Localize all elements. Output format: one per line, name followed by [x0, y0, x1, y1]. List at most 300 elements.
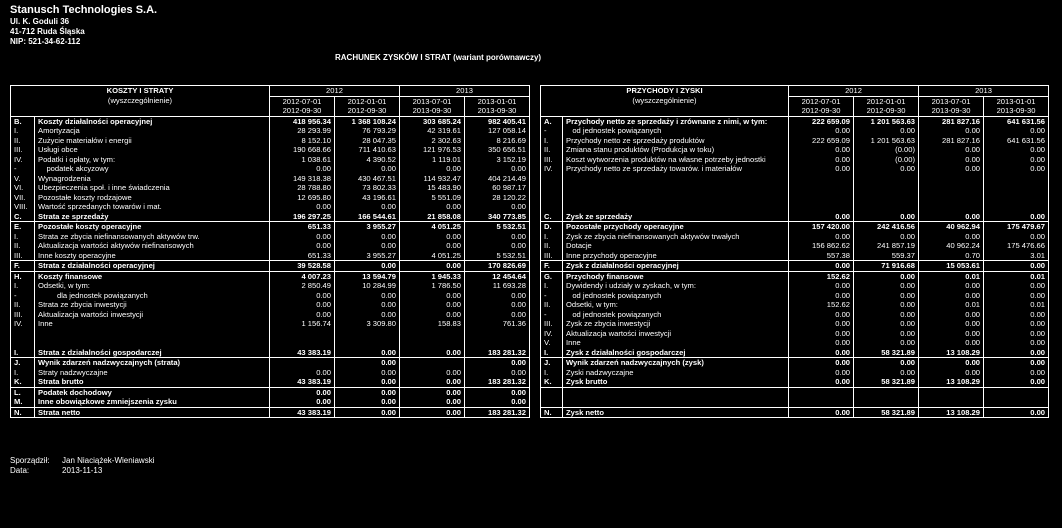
row-label — [563, 397, 789, 407]
row-value: 0.00 — [984, 310, 1049, 320]
row-value: 0.00 — [335, 377, 400, 387]
row-value: 0.01 — [984, 300, 1049, 310]
row-value: 0.00 — [270, 291, 335, 301]
table-row — [541, 281, 1049, 291]
row-value: 0.01 — [919, 271, 984, 281]
row-value: 190 668.66 — [270, 145, 335, 155]
row-value: 241 857.19 — [854, 241, 919, 251]
table-row — [541, 251, 1049, 261]
row-label: Strata ze zbycia niefinansowanych aktywów trw. — [35, 232, 270, 242]
row-value: (0.00) — [854, 145, 919, 155]
row-value: 4 051.25 — [400, 251, 465, 261]
row-value: 0.00 — [270, 202, 335, 212]
header-spacer — [11, 106, 270, 116]
period-end: 2013-09-30 — [919, 106, 984, 116]
row-label: Strata z działalności operacyjnej — [35, 261, 270, 272]
row-value: 0.00 — [919, 368, 984, 378]
table-row — [541, 377, 1049, 387]
row-label: Podatki i opłaty, w tym: — [35, 155, 270, 165]
company-nip: NIP: 521-34-62-112 — [10, 37, 81, 46]
row-value: 0.00 — [984, 377, 1049, 387]
row-label: Wartość sprzedanych towarów i mat. — [35, 202, 270, 212]
row-code: I. — [11, 348, 35, 358]
table-row — [11, 155, 530, 165]
table-row — [11, 145, 530, 155]
row-label: Wynik zdarzeń nadzwyczajnych (zysk) — [563, 358, 789, 368]
table-row — [541, 212, 1049, 222]
row-value: 0.00 — [400, 232, 465, 242]
row-value: 0.00 — [335, 300, 400, 310]
period-start: 2013-07-01 — [400, 96, 465, 106]
row-value: 303 685.24 — [400, 116, 465, 126]
row-label: Odsetki, w tym: — [563, 300, 789, 310]
row-value: 0.00 — [270, 397, 335, 407]
row-value: 0.00 — [854, 126, 919, 136]
period-end: 2012-09-30 — [854, 106, 919, 116]
row-value: 0.00 — [984, 212, 1049, 222]
row-label: Zużycie materiałów i energii — [35, 136, 270, 146]
row-label: od jednostek powiązanych — [563, 310, 789, 320]
row-value — [270, 338, 335, 348]
row-value: 3 955.27 — [335, 251, 400, 261]
row-label: Straty nadzwyczajne — [35, 368, 270, 378]
row-code: II. — [541, 145, 563, 155]
row-value: 5 532.51 — [465, 251, 530, 261]
row-value: 183 281.32 — [465, 407, 530, 418]
table-row — [541, 116, 1049, 126]
table-row — [11, 310, 530, 320]
row-value: 0.00 — [919, 126, 984, 136]
row-value: 0.00 — [919, 164, 984, 174]
table-row — [541, 174, 1049, 184]
row-code: I. — [11, 368, 35, 378]
row-code: B. — [11, 116, 35, 126]
row-value — [335, 338, 400, 348]
row-value — [270, 329, 335, 339]
table-row — [11, 136, 530, 146]
row-label: Strata brutto — [35, 377, 270, 387]
row-value — [465, 329, 530, 339]
section-subheader: (wyszczególnienie) — [11, 96, 270, 106]
row-value: 0.00 — [919, 155, 984, 165]
row-code: II. — [541, 241, 563, 251]
row-value — [854, 193, 919, 203]
year-header: 2012 — [270, 86, 400, 97]
row-value: 711 410.63 — [335, 145, 400, 155]
header-row — [541, 86, 1049, 97]
row-value: 1 038.61 — [270, 155, 335, 165]
date-value: 2013-11-13 — [62, 466, 103, 475]
table-row — [11, 407, 530, 418]
row-label: Zysk z działalności gospodarczej — [563, 348, 789, 358]
row-value: 196 297.25 — [270, 212, 335, 222]
table-row — [541, 387, 1049, 397]
row-value: 0.00 — [400, 397, 465, 407]
row-value: 0.00 — [400, 387, 465, 397]
row-code: L. — [11, 387, 35, 397]
row-label: Inne koszty operacyjne — [35, 251, 270, 261]
row-code: III. — [11, 310, 35, 320]
row-label — [563, 193, 789, 203]
table-row — [541, 300, 1049, 310]
row-code — [11, 338, 35, 348]
row-value: 0.00 — [854, 300, 919, 310]
row-value: 651.33 — [270, 222, 335, 232]
row-code: I. — [541, 368, 563, 378]
row-value: 0.00 — [335, 348, 400, 358]
row-label: Amortyzacja — [35, 126, 270, 136]
row-value: 0.00 — [465, 241, 530, 251]
row-code — [541, 193, 563, 203]
row-value: 222 659.09 — [789, 136, 854, 146]
table-row — [11, 329, 530, 339]
row-value: 0.00 — [919, 145, 984, 155]
row-value: 10 284.99 — [335, 281, 400, 291]
row-value — [400, 329, 465, 339]
row-value: 1 945.33 — [400, 271, 465, 281]
period-start: 2012-01-01 — [335, 96, 400, 106]
row-value: 1 119.01 — [400, 155, 465, 165]
row-value: 0.00 — [854, 212, 919, 222]
row-label: Inne — [563, 338, 789, 348]
row-value: 2 850.49 — [270, 281, 335, 291]
row-value: 0.00 — [335, 164, 400, 174]
header-row — [541, 96, 1049, 106]
row-value — [400, 358, 465, 368]
row-label: Koszty finansowe — [35, 271, 270, 281]
row-code: III. — [11, 145, 35, 155]
row-label: dla jednostek powiązanych — [35, 291, 270, 301]
row-value — [789, 202, 854, 212]
row-value — [270, 358, 335, 368]
table-row — [11, 377, 530, 387]
table-row — [541, 232, 1049, 242]
prepared-by-value: Jan Niaciążek-Wieniawski — [62, 456, 155, 465]
row-value: 3 309.80 — [335, 319, 400, 329]
row-label — [35, 329, 270, 339]
row-value: 0.00 — [789, 232, 854, 242]
row-code: J. — [541, 358, 563, 368]
row-value: 43 383.19 — [270, 377, 335, 387]
table-row — [541, 338, 1049, 348]
table-row — [541, 329, 1049, 339]
period-end: 2013-09-30 — [400, 106, 465, 116]
row-value: 0.00 — [984, 232, 1049, 242]
row-value: 60 987.17 — [465, 183, 530, 193]
row-value: 0.00 — [465, 368, 530, 378]
table-row — [541, 126, 1049, 136]
row-code: K. — [11, 377, 35, 387]
row-value: 0.00 — [789, 329, 854, 339]
row-value: 0.00 — [465, 232, 530, 242]
row-value: 39 528.58 — [270, 261, 335, 272]
row-value — [465, 338, 530, 348]
row-value: 0.00 — [854, 358, 919, 368]
row-code: III. — [11, 251, 35, 261]
row-value: 1 201 563.63 — [854, 116, 919, 126]
row-code: III. — [541, 319, 563, 329]
row-code: VI. — [11, 183, 35, 193]
row-value: 3 955.27 — [335, 222, 400, 232]
row-value: 1 201 563.63 — [854, 136, 919, 146]
table-row — [541, 319, 1049, 329]
row-label: Zysk ze zbycia inwestycji — [563, 319, 789, 329]
header-row — [11, 96, 530, 106]
row-value: 0.00 — [335, 310, 400, 320]
row-value: 58 321.89 — [854, 407, 919, 418]
row-value: 430 467.51 — [335, 174, 400, 184]
row-value: 175 476.66 — [984, 241, 1049, 251]
row-value: 557.38 — [789, 251, 854, 261]
row-label: Aktualizacja wartości aktywów niefinansowych — [35, 241, 270, 251]
row-value — [919, 387, 984, 397]
row-value: 0.00 — [270, 368, 335, 378]
row-value: 222 659.09 — [789, 116, 854, 126]
row-code: I. — [541, 232, 563, 242]
row-value: 281 827.16 — [919, 116, 984, 126]
row-value: 0.00 — [854, 291, 919, 301]
table-row — [11, 183, 530, 193]
row-value: 28 120.22 — [465, 193, 530, 203]
row-value: 0.00 — [984, 338, 1049, 348]
row-value — [789, 397, 854, 407]
row-value: 0.00 — [789, 212, 854, 222]
row-code: IV. — [541, 164, 563, 174]
row-code — [541, 183, 563, 193]
row-code — [541, 202, 563, 212]
table-row — [11, 358, 530, 368]
period-end: 2012-09-30 — [335, 106, 400, 116]
revenues-table — [540, 85, 1049, 418]
table-row — [541, 271, 1049, 281]
row-value: 0.00 — [335, 261, 400, 272]
row-value: 0.00 — [919, 232, 984, 242]
row-label: od jednostek powiązanych — [563, 126, 789, 136]
row-code: I. — [541, 348, 563, 358]
row-value: 0.00 — [789, 164, 854, 174]
section-header: PRZYCHODY I ZYSKI — [541, 86, 789, 97]
row-value: 0.00 — [270, 241, 335, 251]
row-code: N. — [541, 407, 563, 418]
table-row — [11, 202, 530, 212]
row-value — [854, 174, 919, 184]
row-label: Strata ze sprzedaży — [35, 212, 270, 222]
row-value: 0.00 — [789, 261, 854, 272]
table-row — [11, 261, 530, 272]
row-value: 0.00 — [854, 232, 919, 242]
row-value — [854, 397, 919, 407]
row-value: 0.00 — [854, 329, 919, 339]
row-label: Inne obowiązkowe zmniejszenia zysku — [35, 397, 270, 407]
row-value: 0.00 — [465, 300, 530, 310]
row-code: II. — [11, 136, 35, 146]
row-value: 28 788.80 — [270, 183, 335, 193]
year-header: 2013 — [919, 86, 1049, 97]
row-label: Inne — [35, 319, 270, 329]
table-row — [11, 174, 530, 184]
row-code: M. — [11, 397, 35, 407]
row-value — [789, 174, 854, 184]
row-value: 73 802.33 — [335, 183, 400, 193]
header-spacer — [541, 106, 789, 116]
row-code — [541, 174, 563, 184]
row-value: 404 214.49 — [465, 174, 530, 184]
row-value: 0.00 — [984, 261, 1049, 272]
row-value: 0.00 — [789, 407, 854, 418]
row-value: 559.37 — [854, 251, 919, 261]
row-value — [919, 202, 984, 212]
row-value — [854, 183, 919, 193]
period-start: 2012-01-01 — [854, 96, 919, 106]
row-value — [919, 183, 984, 193]
row-value: 0.00 — [919, 358, 984, 368]
row-value: 0.00 — [789, 358, 854, 368]
row-value: 0.00 — [984, 281, 1049, 291]
row-label: Strata ze zbycia inwestycji — [35, 300, 270, 310]
table-row — [541, 155, 1049, 165]
row-code: C. — [541, 212, 563, 222]
row-label: Odsetki, w tym: — [35, 281, 270, 291]
row-label — [563, 202, 789, 212]
row-code: V. — [541, 338, 563, 348]
row-value: 0.00 — [854, 310, 919, 320]
row-label: Zysk ze zbycia niefinansowanych aktywów trwałych — [563, 232, 789, 242]
company-name: Stanusch Technologies S.A. — [10, 4, 158, 16]
row-value: 0.00 — [465, 310, 530, 320]
row-value: 0.00 — [854, 271, 919, 281]
row-value: 0.00 — [335, 358, 400, 368]
table-row — [11, 368, 530, 378]
row-code: E. — [11, 222, 35, 232]
row-value: 0.70 — [919, 251, 984, 261]
row-value: 0.00 — [335, 397, 400, 407]
row-value: 0.00 — [789, 368, 854, 378]
period-start: 2013-01-01 — [984, 96, 1049, 106]
row-code: IV. — [541, 329, 563, 339]
row-value: 121 976.53 — [400, 145, 465, 155]
row-value: 40 962.94 — [919, 222, 984, 232]
row-value — [400, 338, 465, 348]
row-value: 0.01 — [919, 300, 984, 310]
row-code — [11, 329, 35, 339]
row-code: I. — [11, 281, 35, 291]
row-value: 0.00 — [270, 387, 335, 397]
period-start: 2013-01-01 — [465, 96, 530, 106]
period-end: 2013-09-30 — [984, 106, 1049, 116]
row-value — [984, 387, 1049, 397]
row-value: 641 631.56 — [984, 116, 1049, 126]
row-value: 0.00 — [400, 377, 465, 387]
row-code: D. — [541, 222, 563, 232]
row-value — [789, 183, 854, 193]
row-label: Strata z działalności gospodarczej — [35, 348, 270, 358]
row-value — [789, 387, 854, 397]
row-label: Usługi obce — [35, 145, 270, 155]
table-row — [11, 300, 530, 310]
section-subheader: (wyszczególnienie) — [541, 96, 789, 106]
row-code: G. — [541, 271, 563, 281]
row-value: 158.83 — [400, 319, 465, 329]
row-value: 58 321.89 — [854, 348, 919, 358]
row-label: od jednostek powiązanych — [563, 291, 789, 301]
row-value: 1 786.50 — [400, 281, 465, 291]
row-value: 13 594.79 — [335, 271, 400, 281]
row-value: 4 390.52 — [335, 155, 400, 165]
row-value: 43 383.19 — [270, 348, 335, 358]
table-row — [541, 407, 1049, 418]
row-code: - — [541, 310, 563, 320]
row-code: - — [541, 126, 563, 136]
row-code: J. — [11, 358, 35, 368]
row-label: Ubezpieczenia społ. i inne świadczenia — [35, 183, 270, 193]
table-row — [11, 222, 530, 232]
row-value: 42 319.61 — [400, 126, 465, 136]
row-value: 0.00 — [854, 368, 919, 378]
row-value: 0.00 — [789, 291, 854, 301]
table-row — [11, 164, 530, 174]
row-code — [541, 387, 563, 397]
company-street: Ul. K. Goduli 36 — [10, 17, 70, 26]
date-label: Data: — [10, 466, 30, 475]
row-value: 0.00 — [919, 291, 984, 301]
row-value: 12 454.64 — [465, 271, 530, 281]
row-value: 0.00 — [400, 164, 465, 174]
table-row — [541, 145, 1049, 155]
row-value: 0.00 — [465, 397, 530, 407]
table-row — [11, 193, 530, 203]
row-value: 4 051.25 — [400, 222, 465, 232]
row-value — [854, 202, 919, 212]
row-value: 43 383.19 — [270, 407, 335, 418]
section-header: KOSZTY I STRATY — [11, 86, 270, 97]
row-value: 3 152.19 — [465, 155, 530, 165]
row-value: 0.00 — [854, 338, 919, 348]
row-label: Zysk ze sprzedaży — [563, 212, 789, 222]
row-value: 0.00 — [984, 319, 1049, 329]
row-label: Dywidendy i udziały w zyskach, w tym: — [563, 281, 789, 291]
row-value: 0.00 — [789, 126, 854, 136]
period-start: 2012-07-01 — [270, 96, 335, 106]
row-value: 0.00 — [270, 232, 335, 242]
table-row — [11, 319, 530, 329]
row-label: Aktualizacja wartości inwestycji — [35, 310, 270, 320]
period-end: 2012-09-30 — [270, 106, 335, 116]
row-value: 0.00 — [919, 310, 984, 320]
row-code: K. — [541, 377, 563, 387]
row-code: - — [541, 291, 563, 301]
table-row — [11, 291, 530, 301]
row-value: (0.00) — [854, 155, 919, 165]
row-code: IV. — [11, 319, 35, 329]
row-value — [854, 387, 919, 397]
row-value: 0.00 — [984, 358, 1049, 368]
table-row — [541, 193, 1049, 203]
row-value: 0.00 — [335, 202, 400, 212]
row-value: 170 826.69 — [465, 261, 530, 272]
row-label — [563, 387, 789, 397]
row-value: 2 302.63 — [400, 136, 465, 146]
row-value: 0.00 — [335, 387, 400, 397]
row-label: Dotacje — [563, 241, 789, 251]
row-value: 0.00 — [789, 377, 854, 387]
table-row — [11, 232, 530, 242]
year-header: 2012 — [789, 86, 919, 97]
row-value: 1 156.74 — [270, 319, 335, 329]
row-value: 281 827.16 — [919, 136, 984, 146]
row-label: Zmiana stanu produktów (Produkcja w toku) — [563, 145, 789, 155]
row-value: 0.00 — [400, 368, 465, 378]
row-value: 28 293.99 — [270, 126, 335, 136]
